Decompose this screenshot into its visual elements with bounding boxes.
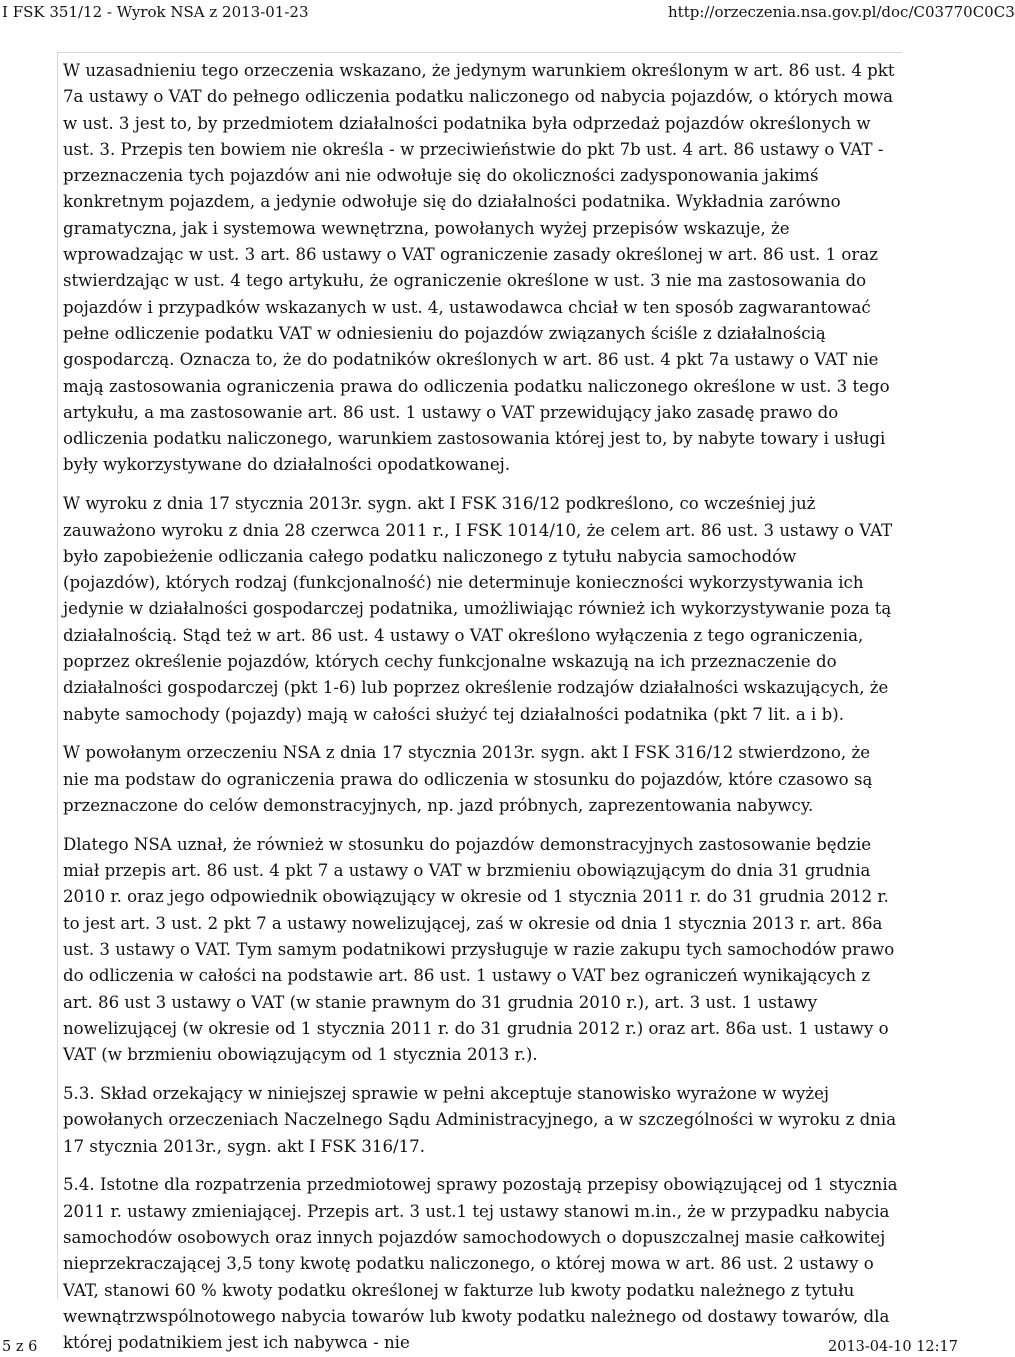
paragraph-3: W powołanym orzeczeniu NSA z dnia 17 stycznia 2013r. sygn. akt I FSK 316/12 stwierdzono, że nie ma podstaw do ograniczenia prawa do odliczenia w stosunku do pojazdów, które czasowo są przeznaczone do celów demonstracyjnych, np. jazd próbnych, zaprezentowania nabywcy. bbox=[63, 743, 873, 816]
document-title: I FSK 351/12 - Wyrok NSA z 2013-01-23 bbox=[2, 3, 309, 21]
paragraph-2: W wyroku z dnia 17 stycznia 2013r. sygn. akt I FSK 316/12 podkreślono, co wcześniej już zauważono wyroku z dnia 28 czerwca 2011 r., I FSK 1014/10, że celem art. 86 ust. 3 ustawy o VAT było zapobieżenie odliczania całego podatku naliczonego z tytułu nabycia samochodów (pojazdów), których rodzaj (funkcjonalność) nie determinuje konieczności wykorzystywania ich jedynie w działalności gospodarczej podatnika, umożliwiając również ich wykorzystywanie poza tą działalnością. Stąd też w art. 86 ust. 4 ustawy o VAT określono wyłączenia z tego ograniczenia, poprzez określenie pojazdów, których cechy funkcjonalne wskazują na ich przeznaczenie do działalności gospodarczej (pkt 1-6) lub poprzez określenie rodzajów działalności wskazujących, że nabyte samochody (pojazdy) mają w całości służyć tej działalności podatnika (pkt 7 lit. a i b). bbox=[63, 494, 893, 724]
paragraph-5-3: 5.3. Skład orzekający w niniejszej sprawie w pełni akceptuje stanowisko wyrażone w wyżej powołanych orzeczeniach Naczelnego Sądu Administracyjnego, a w szczególności w wyroku z dnia 17 stycznia 2013r., sygn. akt I FSK 316/17. bbox=[63, 1083, 897, 1156]
paragraph-5-4: 5.4. Istotne dla rozpatrzenia przedmiotowej sprawy pozostają przepisy obowiązującej od 1 stycznia 2011 r. ustawy zmieniającej. Przepis art. 3 ust.1 tej ustawy stanowi m.in., że w przypadku nabycia samochodów osobowych oraz innych pojazdów samochodowych o dopuszczalnej masie całkowitej nieprzekraczającej 3,5 tony kwotę podatku naliczonego, o której mowa w art. 86 ust. 2 ustawy o VAT, stanowi 60 % kwoty podatku określonej w fakturze lub kwoty podatku należnego z tytułu wewnątrzwspólnotowego nabycia towarów lub kwoty podatku należnego od dostawy towarów, dla której podatnikiem jest ich nabywca - nie bbox=[63, 1175, 898, 1353]
paragraph-1: W uzasadnieniu tego orzeczenia wskazano, że jedynym warunkiem określonym w art. 86 ust. 4 pkt 7a ustawy o VAT do pełnego odliczenia podatku naliczonego od nabycia pojazdów, o których mowa w ust. 3 jest to, by przedmiotem działalności podatnika była odprzedaż pojazdów określonych w ust. 3. Przepis ten bowiem nie określa - w przeciwieństwie do pkt 7b ust. 4 art. 86 ustawy o VAT - przeznaczenia tych pojazdów ani nie odwołuje się do okoliczności zadysponowania jakimś konkretnym pojazdem, a jedynie odwołuje się do działalności podatnika. Wykładnia zarówno gramatyczna, jak i systemowa wewnętrzna, powołanych wyżej przepisów wskazuje, że wprowadzając w ust. 3 art. 86 ustawy o VAT ograniczenie zasady określonej w art. 86 ust. 1 oraz stwierdzając w ust. 4 tego artykułu, że ograniczenie określone w ust. 3 nie ma zastosowania do pojazdów i przypadków wskazanych w ust. 4, ustawodawca chciał w ten sposób zagwarantować pełne odliczenie podatku VAT w odniesieniu do pojazdów związanych ściśle z działalnością gospodarczą. Oznacza to, że do podatników określonych w art. 86 ust. 4 pkt 7a ustawy o VAT nie mają zastosowania ograniczenia prawa do odliczenia podatku naliczonego określone w ust. 3 tego artykułu, a ma zastosowanie art. 86 ust. 1 ustawy o VAT przewidujący jako zasadę prawo do odliczenia podatku naliczonego, warunkiem zastosowania której jest to, by nabyte towary i usługi były wykorzystywane do działalności opodatkowanej. bbox=[63, 61, 895, 475]
page-footer bbox=[0, 1337, 960, 1357]
page-number: 5 z 6 bbox=[2, 1339, 38, 1355]
paragraph-4: Dlatego NSA uznał, że również w stosunku do pojazdów demonstracyjnych zastosowanie będzie miał przepis art. 86 ust. 4 pkt 7 a ustawy o VAT w brzmieniu obowiązującym do dnia 31 grudnia 2010 r. oraz jego odpowiednik obowiązujący w okresie od 1 stycznia 2011 r. do 31 grudnia 2012 r. to jest art. 3 ust. 2 pkt 7 a ustawy nowelizującej, zaś w okresie od dnia 1 stycznia 2013 r. art. 86a ust. 3 ustawy o VAT. Tym samym podatnikowi przysługuje w razie zakupu tych samochodów prawo do odliczenia w całości na podstawie art. 86 ust. 1 ustawy o VAT bez ograniczeń wynikających z art. 86 ust 3 ustawy o VAT (w stanie prawnym do 31 grudnia 2010 r.), art. 3 ust. 1 ustawy nowelizującej (w okresie od 1 stycznia 2011 r. do 31 grudnia 2012 r.) oraz art. 86a ust. 1 ustawy o VAT (w brzmieniu obowiązującym od 1 stycznia 2013 r.). bbox=[63, 834, 895, 1065]
document-url: http://orzeczenia.nsa.gov.pl/doc/C03770C0C3 bbox=[668, 3, 1015, 21]
print-datetime: 2013-04-10 12:17 bbox=[828, 1339, 958, 1355]
document-body bbox=[63, 58, 899, 1356]
page-header bbox=[0, 0, 1015, 24]
